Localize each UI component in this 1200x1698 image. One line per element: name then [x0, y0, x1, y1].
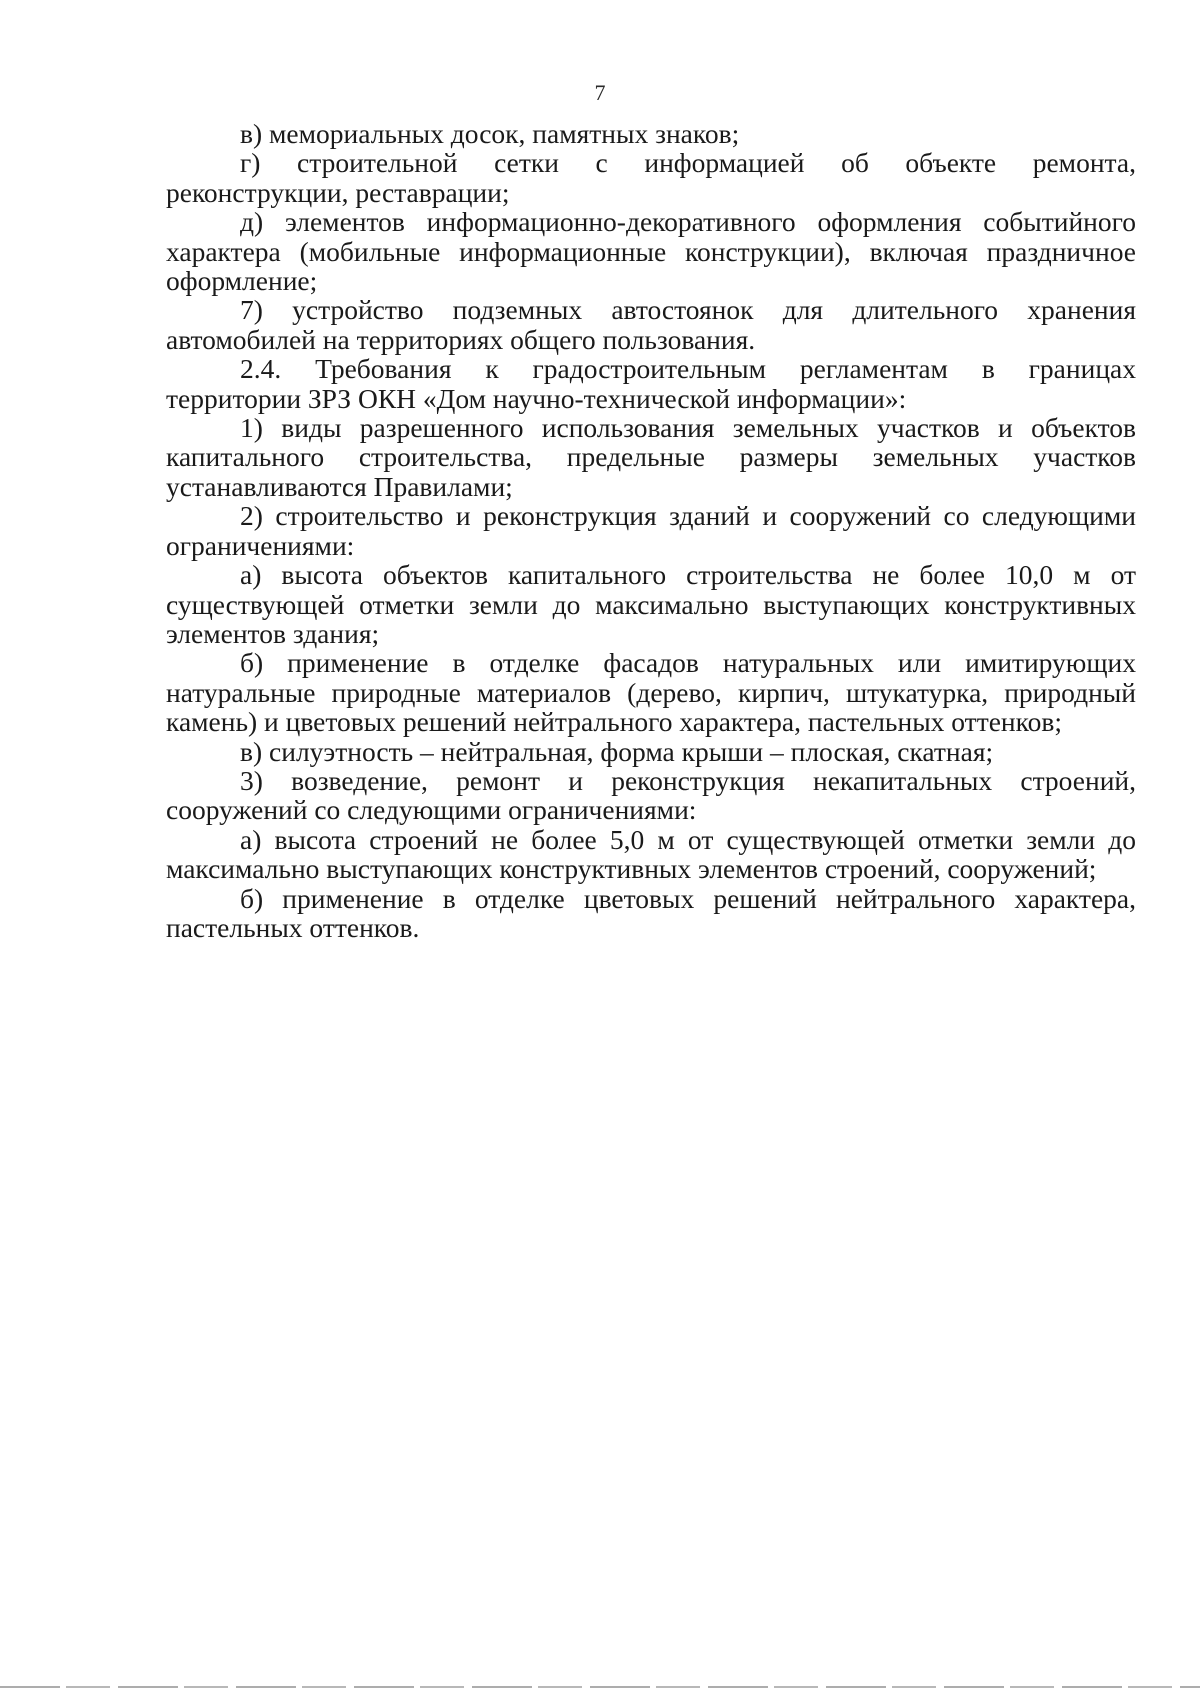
- paragraph-3-non-capital-structures: [166, 766, 1136, 825]
- paragraph-line: пастельных оттенков.: [166, 911, 420, 943]
- page-number: 7: [594, 80, 606, 105]
- paragraph-line: натуральные природные материалов (дерево, кирпич, штукатурка, природный: [166, 676, 1136, 708]
- paragraph-line: автомобилей на территориях общего пользования.: [166, 323, 756, 355]
- paragraph-line: капитального строительства, предельные размеры земельных участков: [166, 441, 1136, 473]
- paragraph-2-construction: [166, 501, 1136, 560]
- paragraph-line: 1) виды разрешенного использования земельных участков и объектов: [240, 412, 1136, 444]
- paragraph-line: д) элементов информационно-декоративного оформления событийного: [240, 206, 1136, 238]
- paragraph-line: б) применение в отделке фасадов натуральных или имитирующих: [240, 647, 1136, 679]
- paragraph-line: 2) строительство и реконструкция зданий и сооружений со следующими: [240, 500, 1136, 532]
- paragraph-line: элементов здания;: [166, 617, 380, 649]
- paragraph-g-construction-mesh: [166, 148, 1136, 207]
- paragraph-line: ограничениями:: [166, 529, 355, 561]
- paragraph-line: а) высота строений не более 5,0 м от существующей отметки земли до: [240, 823, 1136, 855]
- scan-edge-line: [0, 1686, 1200, 1688]
- paragraph-line: максимально выступающих конструктивных элементов строений, сооружений;: [166, 853, 1097, 885]
- paragraph-line: 3) возведение, ремонт и реконструкция некапитальных строений,: [240, 764, 1136, 796]
- paragraph-line: реконструкции, реставрации;: [166, 176, 510, 208]
- paragraph-line: территории ЗРЗ ОКН «Дом научно-технической информации»:: [166, 382, 907, 414]
- paragraph-a-structure-height: [166, 825, 1136, 884]
- paragraph-line: существующей отметки земли до максимально выступающих конструктивных: [166, 588, 1136, 620]
- paragraph-line: сооружений со следующими ограничениями:: [166, 794, 697, 826]
- paragraph-line: а) высота объектов капитального строительства не более 10,0 м от: [240, 559, 1136, 591]
- paragraph-v-memorial-plaques: [166, 119, 1136, 148]
- paragraph-line: г) строительной сетки с информацией об объекте ремонта,: [240, 147, 1136, 179]
- paragraph-line: в) мемориальных досок, памятных знаков;: [240, 118, 740, 149]
- paragraph-line: устанавливаются Правилами;: [166, 470, 513, 502]
- paragraph-line: в) силуэтность – нейтральная, форма крыши – плоская, скатная;: [240, 735, 994, 767]
- paragraph-v-silhouette: [166, 737, 1136, 766]
- paragraph-7-underground-parking: [166, 295, 1136, 354]
- paragraph-b-facade-materials: [166, 648, 1136, 736]
- paragraph-1-permitted-use: [166, 413, 1136, 501]
- paragraph-2-4-requirements: [166, 354, 1136, 413]
- paragraph-line: 7) устройство подземных автостоянок для длительного хранения: [240, 294, 1136, 326]
- paragraph-b-color-solutions: [166, 884, 1136, 943]
- document-body: [166, 119, 1136, 942]
- paragraph-a-building-height: [166, 560, 1136, 648]
- paragraph-line: характера (мобильные информационные конструкции), включая праздничное: [166, 235, 1136, 267]
- paragraph-line: камень) и цветовых решений нейтрального характера, пастельных оттенков;: [166, 706, 1062, 738]
- paragraph-line: 2.4. Требования к градостроительным регламентам в границах: [240, 353, 1136, 385]
- paragraph-line: оформление;: [166, 265, 318, 297]
- paragraph-line: б) применение в отделке цветовых решений нейтрального характера,: [240, 882, 1136, 914]
- paragraph-d-decorative-elements: [166, 207, 1136, 295]
